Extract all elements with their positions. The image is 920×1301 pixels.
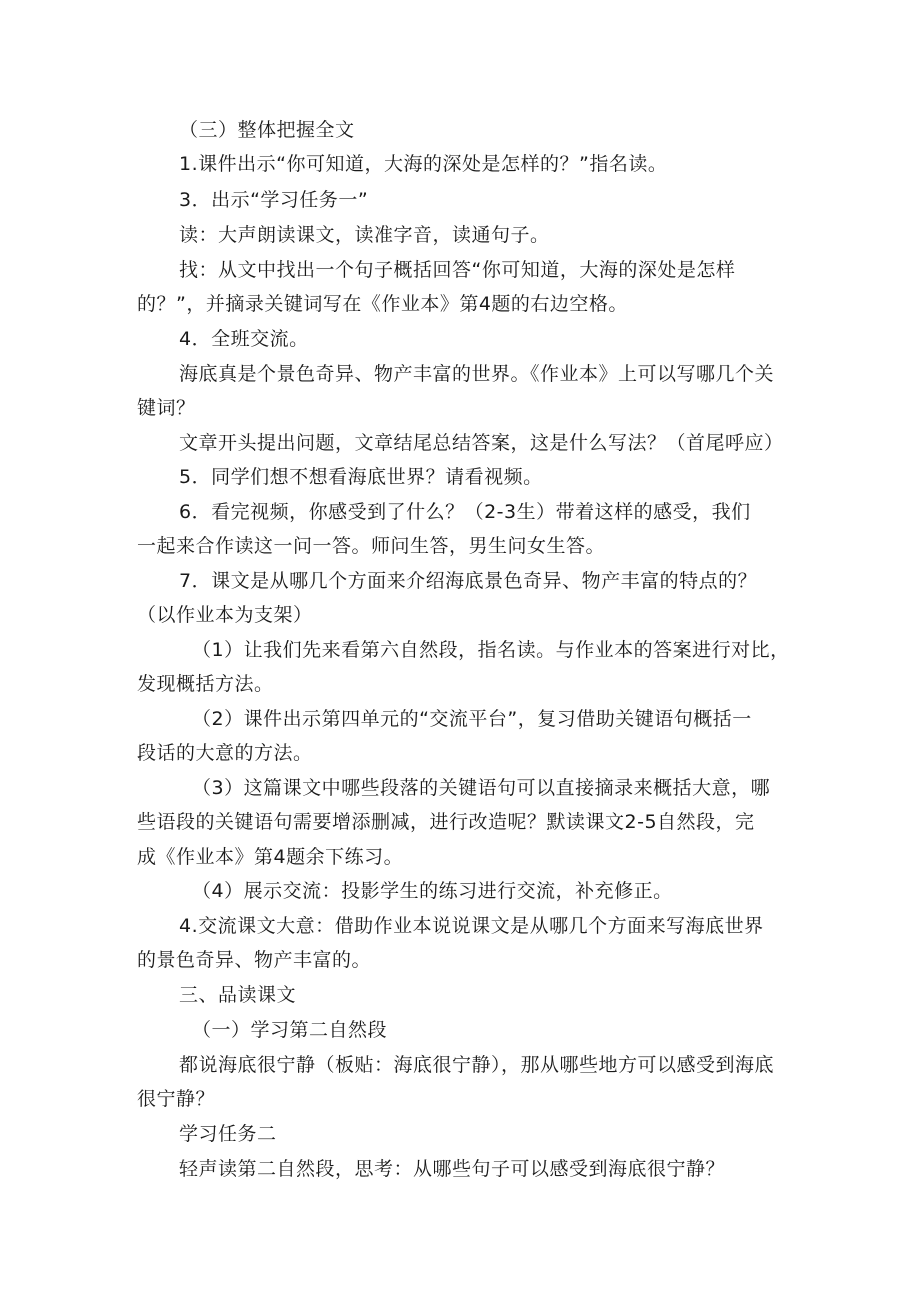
paragraph-line: 3．出示“学习任务一” — [179, 189, 369, 211]
paragraph-line: 找：从文中找出一个句子概括回答“你可知道，大海的深处是怎样 — [179, 259, 736, 281]
paragraph-line: 读：大声朗读课文，读准字音，读通句子。 — [179, 224, 550, 246]
paragraph-line: 文章开头提出问题，文章结尾总结答案，这是什么写法？（首尾呼应） — [179, 432, 784, 454]
paragraph-line: 一起来合作读这一问一答。师问生答，男生问女生答。 — [137, 535, 606, 557]
paragraph-line: （1）让我们先来看第六自然段，指名读。与作业本的答案进行对比， — [192, 639, 790, 661]
paragraph-line: 4．全班交流。 — [179, 328, 309, 350]
paragraph-line: 6．看完视频，你感受到了什么？（2-3生）带着这样的感受，我们 — [179, 501, 751, 523]
section-heading: 三、品读课文 — [179, 984, 297, 1006]
paragraph-line: 些语段的关键语句需要增添删减，进行改造呢？默读课文2-5自然段，完 — [137, 811, 755, 833]
paragraph-line: 的景色奇异、物产丰富的。 — [137, 949, 372, 971]
paragraph-line: （4）展示交流：投影学生的练习进行交流，补充修正。 — [192, 880, 673, 902]
paragraph-line: 7．课文是从哪几个方面来介绍海底景色奇异、物产丰富的特点的？ — [179, 570, 758, 592]
section-heading: （三）整体把握全文 — [179, 119, 355, 141]
paragraph-line: 1.课件出示“你可知道，大海的深处是怎样的？”指名读。 — [179, 153, 668, 175]
paragraph-line: 5．同学们想不想看海底世界？请看视频。 — [179, 466, 543, 488]
paragraph-line: 段话的大意的方法。 — [137, 742, 313, 764]
subsection-heading: （一）学习第二自然段 — [192, 1019, 388, 1041]
paragraph-line: （以作业本为支架） — [137, 604, 313, 626]
paragraph-line: （2）课件出示第四单元的“交流平台”，复习借助关键语句概括一 — [192, 708, 752, 730]
paragraph-line: 的？”，并摘录关键词写在《作业本》第4题的右边空格。 — [137, 293, 628, 315]
paragraph-line: （3）这篇课文中哪些段落的关键语句可以直接摘录来概括大意，哪 — [192, 777, 771, 799]
paragraph-line: 很宁静？ — [137, 1088, 216, 1110]
paragraph-line: 成《作业本》第4题余下练习。 — [137, 846, 404, 868]
task-heading: 学习任务二 — [179, 1123, 277, 1145]
paragraph-line: 键词？ — [137, 397, 196, 419]
paragraph-line: 轻声读第二自然段，思考：从哪些句子可以感受到海底很宁静？ — [179, 1158, 726, 1180]
paragraph-line: 海底真是个景色奇异、物产丰富的世界。《作业本》上可以写哪几个关 — [179, 363, 775, 385]
paragraph-line: 发现概括方法。 — [137, 673, 274, 695]
paragraph-line: 都说海底很宁静（板贴：海底很宁静），那从哪些地方可以感受到海底 — [179, 1054, 775, 1076]
paragraph-line: 4.交流课文大意：借助作业本说说课文是从哪几个方面来写海底世界 — [179, 915, 764, 937]
